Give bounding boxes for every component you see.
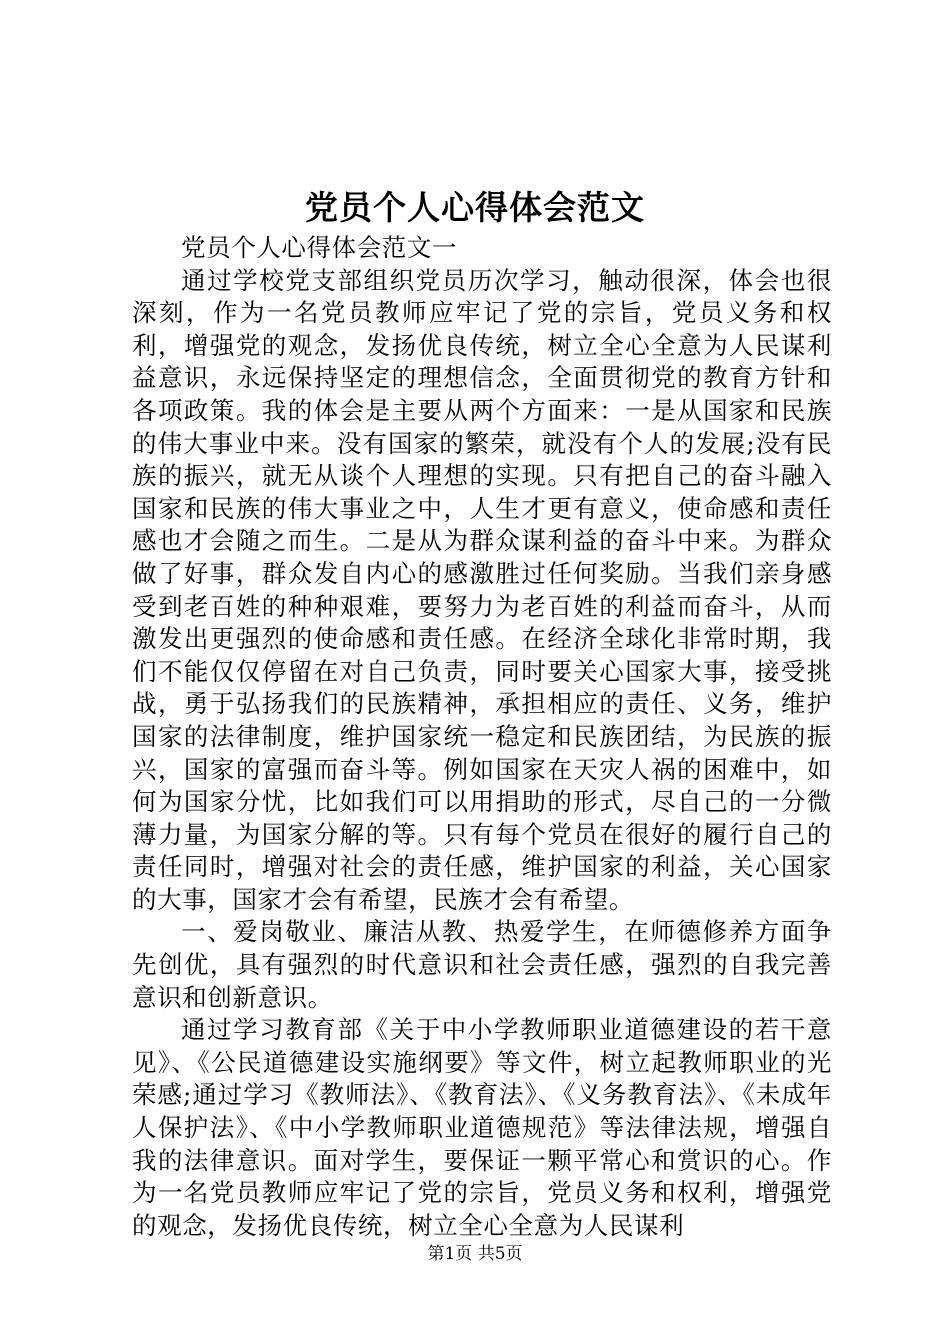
page-footer: 第1页 共5页	[427, 1244, 523, 1264]
body-paragraph: 通过学校党支部组织党员历次学习，触动很深，体会也很深刻，作为一名党员教师应牢记了党的宗旨，党员义务和权利，增强党的观念，发扬优良传统，树立全心全意为人民谋利益意识，永远保持坚定的理想信念，全面贯彻党的教育方针和各项政策。我的体会是主要从两个方面来：一是从国家和民族的伟大事业中来。没有国家的繁荣，就没有个人的发展;没有民族的振兴，就无从谈个人理想的实现。只有把自己的奋斗融入国家和民族的伟大事业之中，人生才更有意义，使命感和责任感也才会随之而生。二是从为群众谋利益的奋斗中来。为群众做了好事，群众发自内心的感激胜过任何奖励。当我们亲身感受到老百姓的种种艰难，要努力为老百姓的利益而奋斗，从而激发出更强烈的使命感和责任感。在经济全球化非常时期，我们不能仅仅停留在对自己负责，同时要关心国家大事，接受挑战，勇于弘扬我们的民族精神，承担相应的责任、义务，维护国家的法律制度，维护国家统一稳定和民族团结，为民族的振兴，国家的富强而奋斗等。例如国家在天灾人祸的困难中，如何为国家分忧，比如我们可以用捐助的形式，尽自己的一分微薄力量，为国家分解的等。只有每个党员在很好的履行自己的责任同时，增强对社会的责任感，维护国家的利益，关心国家的大事，国家才会有希望，民族才会有希望。	[132, 265, 832, 914]
document-body	[132, 232, 832, 1242]
section-heading: 党员个人心得体会范文一	[181, 233, 458, 262]
body-paragraph: 一、爱岗敬业、廉洁从教、热爱学生，在师德修养方面争先创优，具有强烈的时代意识和社会责任感，强烈的自我完善意识和创新意识。	[132, 917, 832, 1012]
document-title: 党员个人心得体会范文	[305, 188, 645, 227]
body-paragraph: 通过学习教育部《关于中小学教师职业道德建设的若干意见》、《公民道德建设实施纲要》等文件，树立起教师职业的光荣感;通过学习《教师法》、《教育法》、《义务教育法》、《未成年人保护法》、《中小学教师职业道德规范》等法律法规，增强自我的法律意识。面对学生，要保证一颗平常心和赏识的心。作为一名党员教师应牢记了党的宗旨，党员义务和权利，增强党的观念，发扬优良传统，树立全心全意为人民谋利	[132, 1015, 832, 1240]
